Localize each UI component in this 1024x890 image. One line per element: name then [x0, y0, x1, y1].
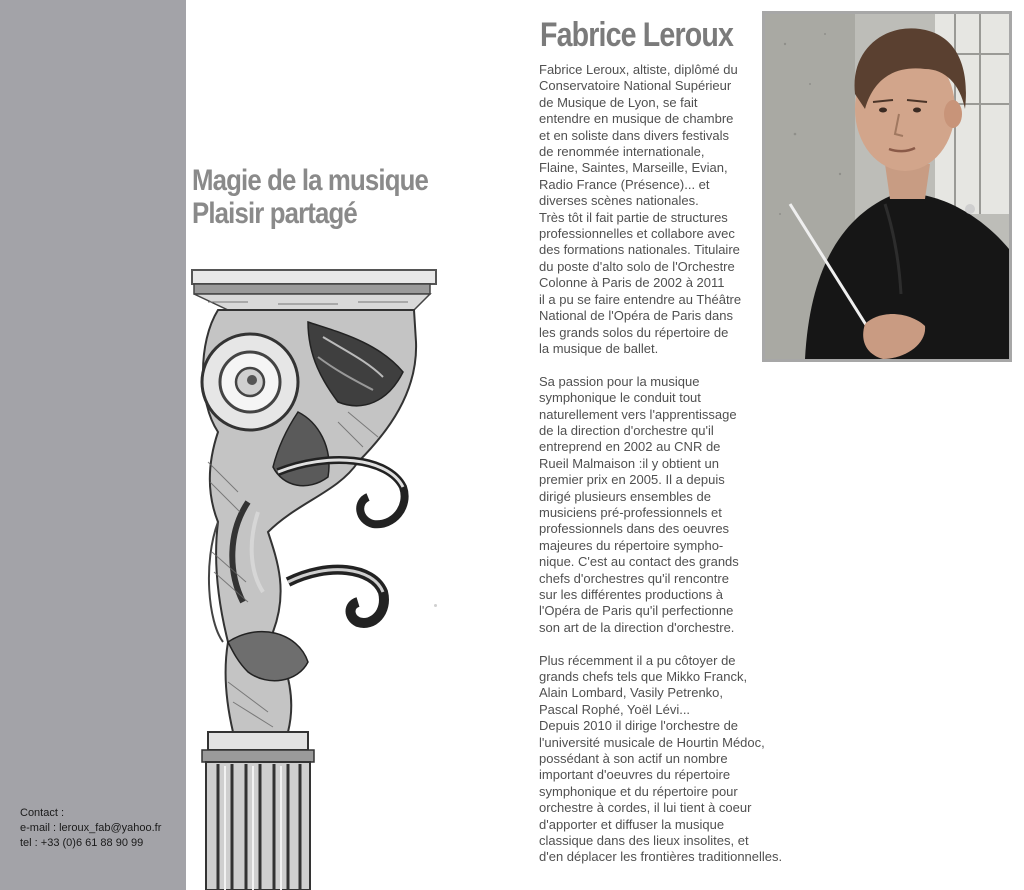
bio-line: professionnelles et collabore avec — [539, 226, 735, 242]
bio-line: il a pu se faire entendre au Théâtre — [539, 291, 742, 307]
bio-line: les grands solos du répertoire de — [539, 324, 729, 340]
bio-line: de Musique de Lyon, se fait — [539, 94, 698, 110]
contact-email[interactable]: e-mail : leroux_fab@yahoo.fr — [20, 822, 162, 834]
bio-line: orchestre à cordes, il lui tient à coeur — [539, 800, 752, 816]
slogan-line-2: Plaisir partagé — [192, 197, 357, 230]
bio-paragraph — [539, 374, 779, 637]
bio-line: des formations nationales. Titulaire — [539, 242, 740, 258]
bio-line: la musique de ballet. — [539, 340, 659, 356]
page-title: Fabrice Leroux — [540, 16, 733, 54]
bio-line: l'université musicale de Hourtin Médoc, — [539, 734, 765, 750]
bio-line: Alain Lombard, Vasily Petrenko, — [539, 685, 724, 701]
bio-line: de la direction d'orchestre qu'il — [539, 422, 714, 438]
bio-line: chefs d'orchestres qu'il rencontre — [539, 570, 729, 586]
bio-line: du poste d'alto solo de l'Orchestre — [539, 258, 735, 274]
left-sidebar — [0, 0, 186, 890]
column-capital-illustration — [188, 262, 448, 890]
bio-line: d'en déplacer les frontières traditionnelles. — [539, 849, 783, 865]
bio-line: nique. C'est au contact des grands — [539, 554, 739, 570]
bio-line: Conservatoire National Supérieur — [539, 78, 732, 94]
bio-line: Colonne à Paris de 2002 à 2011 — [539, 275, 725, 291]
bio-line: dirigé plusieurs ensembles de — [539, 488, 711, 504]
biography — [539, 62, 783, 882]
bio-line: classique dans des lieux insolites, et — [539, 833, 749, 849]
bio-line: Radio France (Présence)... et — [539, 176, 710, 192]
bio-line: possédant à son actif un nombre — [539, 751, 728, 767]
bio-line: diverses scènes nationales. — [539, 193, 699, 209]
bio-line: sur les différentes productions à — [539, 586, 724, 602]
bio-line: Sa passion pour la musique — [539, 373, 700, 389]
bio-line: symphonique le conduit tout — [539, 390, 701, 406]
bio-line: musiciens pré-professionnels et — [539, 504, 722, 520]
bio-line: premier prix en 2005. Il a depuis — [539, 472, 725, 488]
decorative-dot — [434, 604, 437, 607]
bio-line: important d'oeuvres du répertoire — [539, 767, 731, 783]
bio-line: de renommée internationale, — [539, 144, 705, 160]
bio-line: professionnels dans des oeuvres — [539, 521, 730, 537]
slogan — [192, 164, 428, 230]
bio-paragraph — [539, 652, 783, 866]
bio-line: Très tôt il fait partie de structures — [539, 209, 728, 225]
contact-label: Contact : — [20, 807, 65, 819]
bio-line: entreprend en 2002 au CNR de — [539, 439, 721, 455]
bio-line: Rueil Malmaison :il y obtient un — [539, 455, 719, 471]
slogan-line-1: Magie de la musique — [192, 164, 429, 197]
bio-line: National de l'Opéra de Paris dans — [539, 308, 733, 324]
bio-line: Pascal Rophé, Yoël Lévi... — [539, 701, 691, 717]
bio-line: d'apporter et diffuser la musique — [539, 816, 725, 832]
bio-line: entendre en musique de chambre — [539, 111, 734, 127]
bio-line: grands chefs tels que Mikko Franck, — [539, 669, 748, 684]
bio-line: Fabrice Leroux, altiste, diplômé du — [539, 62, 738, 77]
bio-line: et en soliste dans divers festivals — [539, 127, 730, 143]
bio-line: symphonique et du répertoire pour — [539, 783, 738, 799]
bio-line: Flaine, Saintes, Marseille, Evian, — [539, 160, 728, 176]
contact-block — [20, 806, 161, 851]
bio-line: naturellement vers l'apprentissage — [539, 406, 737, 422]
bio-line: l'Opéra de Paris qu'il perfectionne — [539, 603, 734, 619]
contact-phone[interactable]: tel : +33 (0)6 61 88 90 99 — [20, 837, 144, 849]
bio-paragraph — [539, 62, 779, 357]
bio-line: majeures du répertoire sympho- — [539, 537, 724, 553]
bio-line: Depuis 2010 il dirige l'orchestre de — [539, 718, 739, 734]
bio-line: son art de la direction d'orchestre. — [539, 619, 735, 635]
bio-line: Plus récemment il a pu côtoyer de — [539, 652, 736, 668]
portrait-photo — [762, 11, 1012, 362]
